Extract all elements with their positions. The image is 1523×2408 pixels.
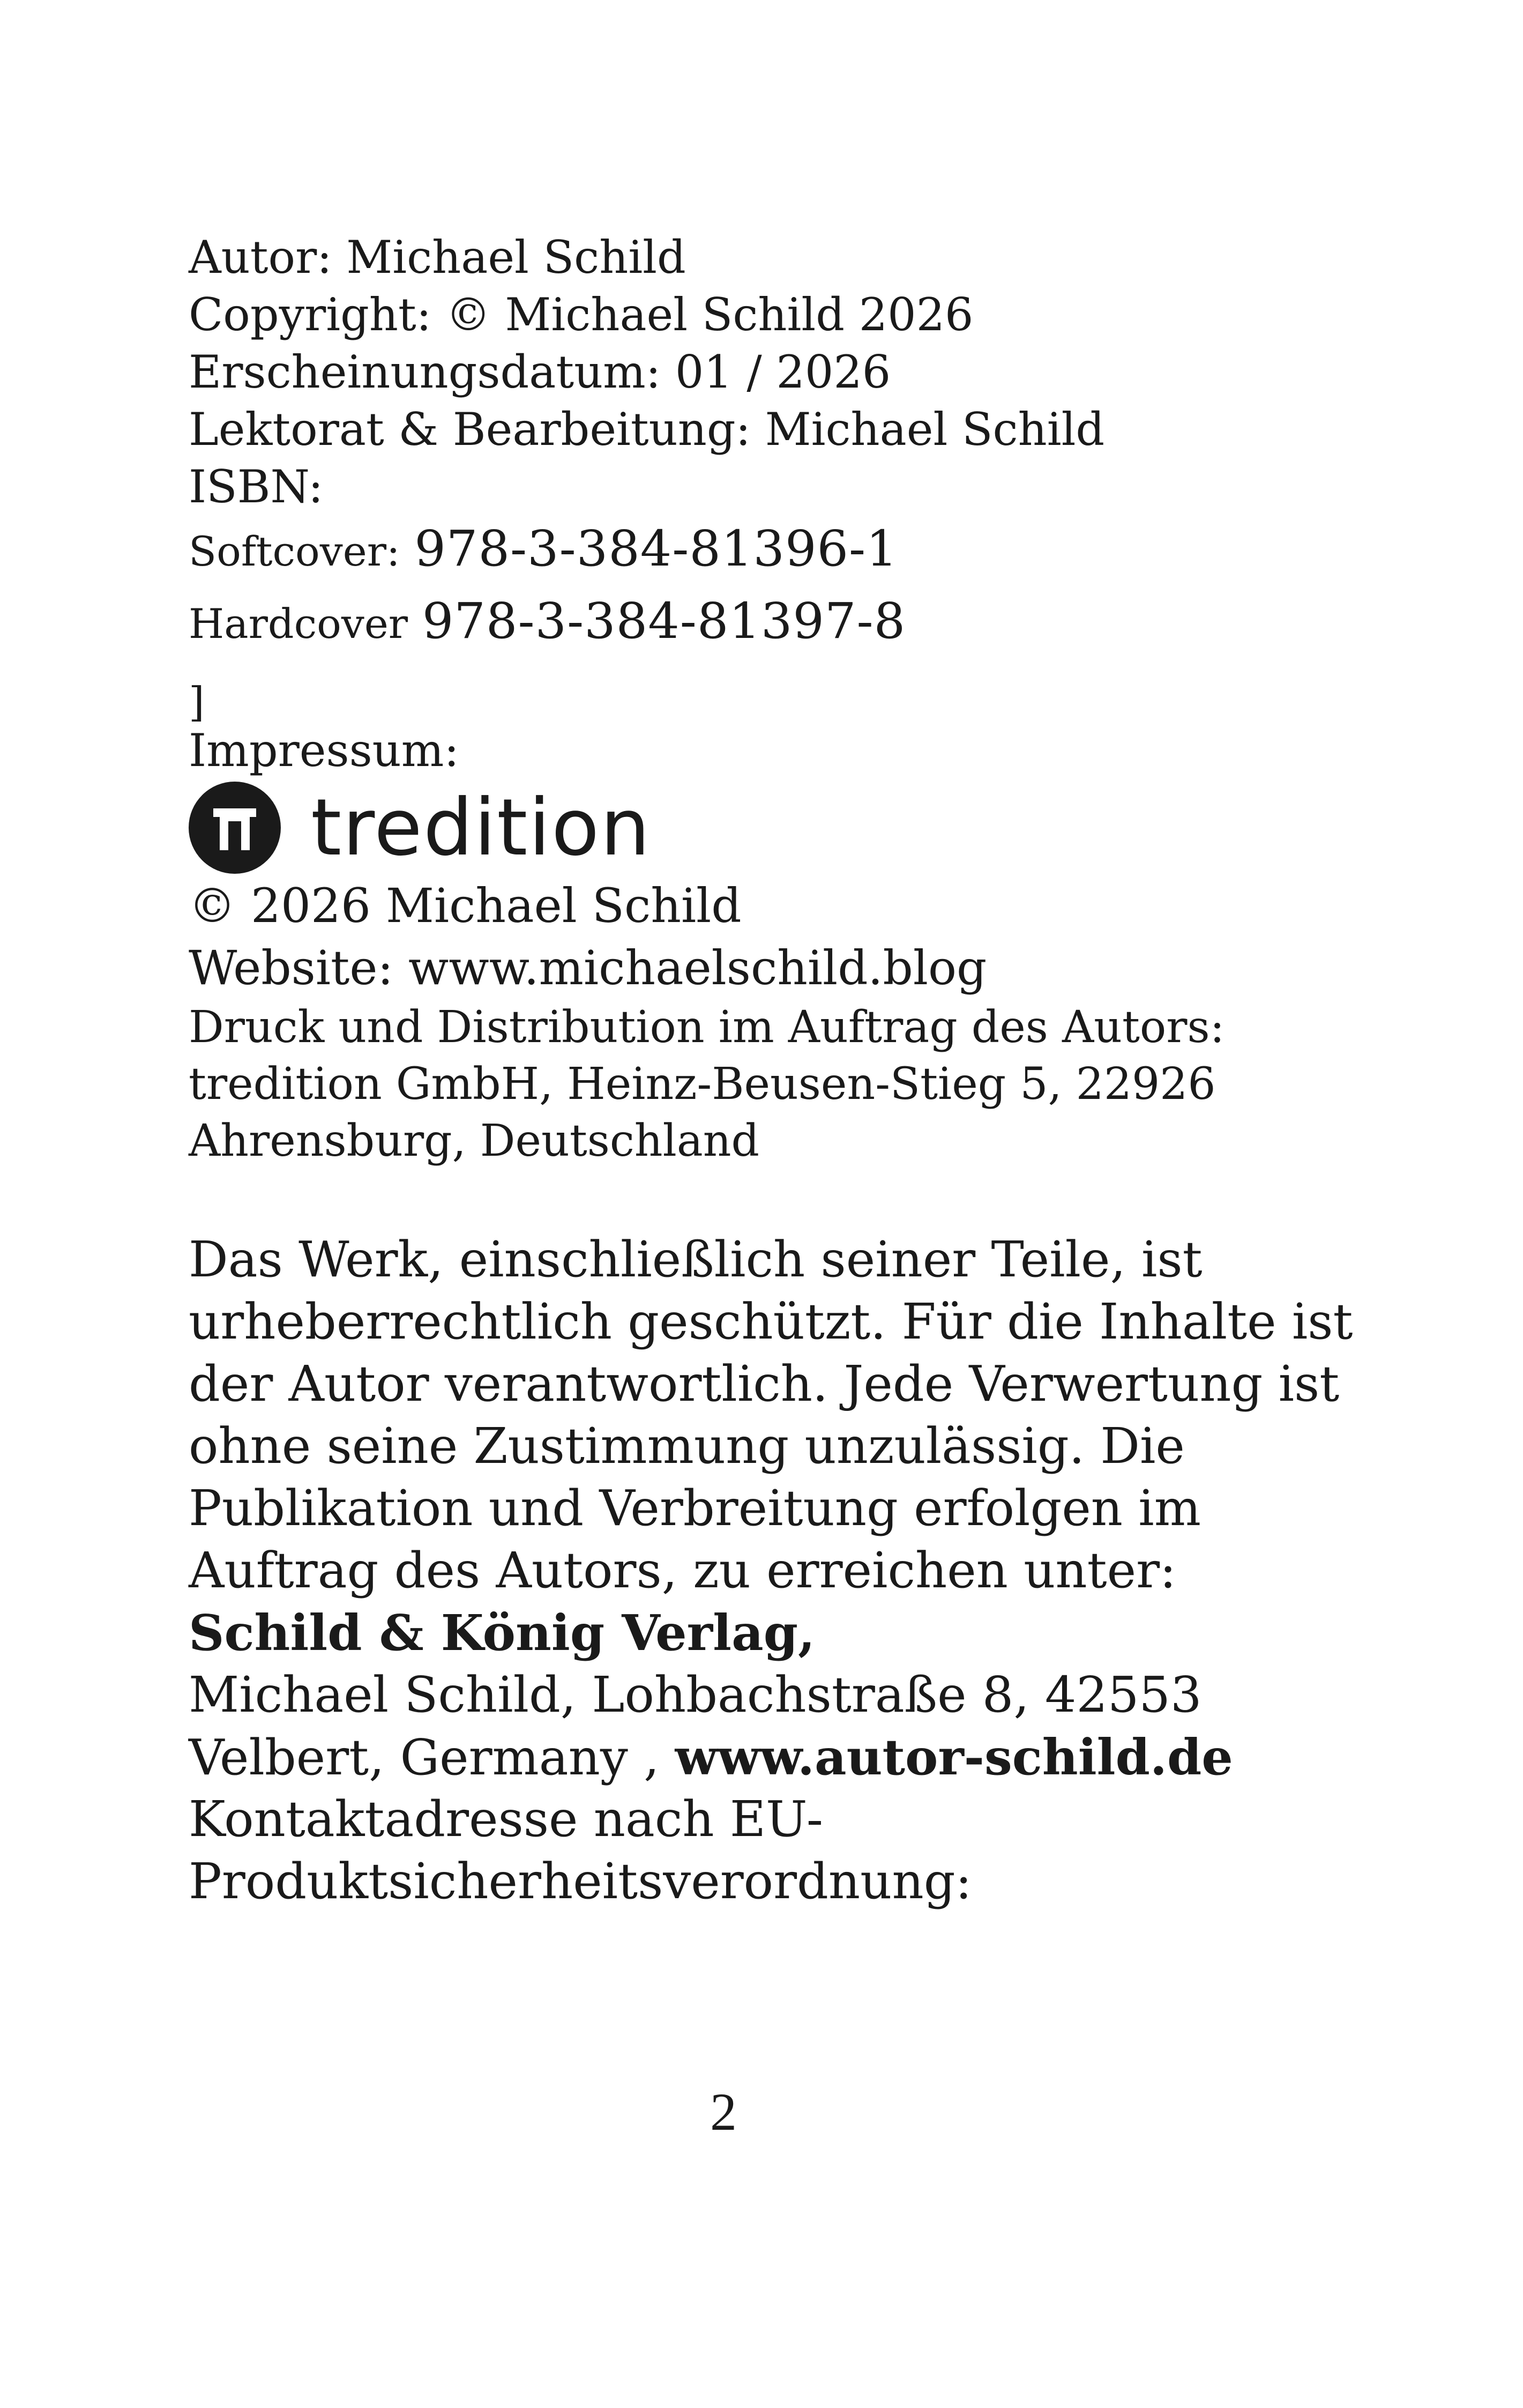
address-line-2	[189, 1728, 1233, 1786]
publisher-website-link[interactable]: www.autor-schild.de	[675, 1728, 1233, 1786]
website-line: Website: www.michaelschild.blog	[189, 940, 987, 995]
imprint-copyright: © 2026 Michael Schild	[189, 878, 742, 933]
imprint-label: Impressum:	[189, 724, 459, 777]
address-line-1: Michael Schild, Lohbachstraße 8, 42553	[189, 1666, 1202, 1723]
print-line-3: Ahrensburg, Deutschland	[189, 1116, 760, 1166]
publisher-logo	[189, 779, 651, 876]
legal-line-2: urheberrechtlich geschützt. Für die Inhalte ist	[189, 1293, 1353, 1350]
release-date-line: Erscheinungsdatum: 01 / 2026	[189, 346, 891, 398]
publisher-name: Schild & König Verlag,	[189, 1604, 816, 1662]
stray-glyph: ]	[189, 678, 205, 726]
softcover-isbn: 978-3-384-81396-1	[414, 520, 898, 577]
hardcover-label: Hardcover	[189, 600, 408, 648]
editing-line: Lektorat & Bearbeitung: Michael Schild	[189, 403, 1105, 456]
softcover-label: Softcover:	[189, 527, 400, 575]
author-line: Autor: Michael Schild	[189, 231, 686, 284]
legal-line-6: Auftrag des Autors, zu erreichen unter:	[189, 1542, 1177, 1599]
contact-line-2: Produktsicherheitsverordnung:	[189, 1853, 972, 1910]
print-line-1: Druck und Distribution im Auftrag des Autors:	[189, 1002, 1225, 1053]
print-line-2: tredition GmbH, Heinz-Beusen-Stieg 5, 22926	[189, 1059, 1216, 1110]
address-city: Velbert, Germany ,	[189, 1729, 675, 1786]
hardcover-isbn: 978-3-384-81397-8	[422, 592, 906, 650]
legal-line-4: ohne seine Zustimmung unzulässig. Die	[189, 1417, 1185, 1475]
page-number: 2	[710, 2082, 737, 2142]
tredition-logo-icon	[189, 782, 281, 874]
legal-line-5: Publikation und Verbreitung erfolgen im	[189, 1480, 1201, 1537]
isbn-label: ISBN:	[189, 460, 324, 513]
hardcover-row	[189, 592, 906, 650]
legal-line-3: der Autor verantwortlich. Jede Verwertung ist	[189, 1355, 1340, 1413]
tredition-wordmark: tredition	[311, 782, 651, 873]
copyright-line: Copyright: © Michael Schild 2026	[189, 288, 974, 341]
legal-line-1: Das Werk, einschließlich seiner Teile, ist	[189, 1231, 1203, 1288]
contact-line-1: Kontaktadresse nach EU-	[189, 1790, 824, 1848]
softcover-row	[189, 520, 898, 577]
